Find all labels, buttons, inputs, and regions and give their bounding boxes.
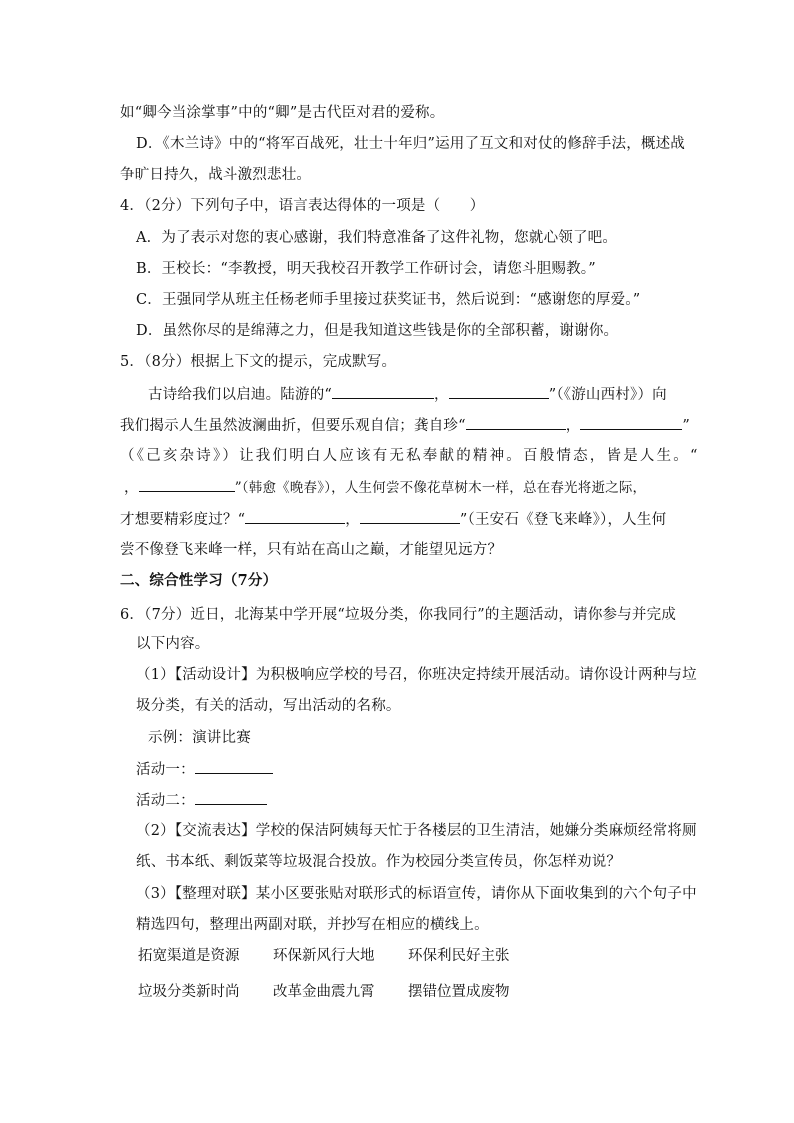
q6-stem-line2	[136, 634, 794, 654]
q5-comma: ，	[434, 387, 449, 403]
q5-text: ”	[682, 418, 691, 434]
q5-text: ”（王安石《登飞来峰》），人生何	[459, 512, 667, 528]
q5-comma: ，	[565, 418, 581, 434]
q3-option-d-line2	[120, 165, 794, 185]
q6-sub3-line2	[136, 915, 794, 935]
q4-option-c	[136, 290, 794, 310]
phrase-item: 环保新风行大地	[273, 948, 375, 964]
q5-para-line1	[148, 384, 794, 405]
q5-text: （《己亥杂诗》）让我们明白人应该有无私奉献的精神。百般情态，皆是人生。“	[120, 448, 700, 464]
phrase-item: 改革金曲震九霄	[273, 984, 375, 1000]
q4-stem-text: 4．（2分）下列句子中，语言表达得体的一项是（ ）	[120, 198, 485, 214]
q5-text: 才想要精彩度过？“	[120, 512, 246, 528]
q5-text: ”（韩愈《晚春》），人生何尝不像花草树木一样，总在春光将逝之际，	[234, 480, 647, 496]
phrase-item: 环保利民好主张	[408, 948, 510, 964]
q5-text: 我们揭示人生虽然波澜曲折，但要乐观自信；龚自珍“	[120, 418, 466, 434]
activity2-blank[interactable]	[195, 790, 267, 805]
q6-sub2-text: （2）【交流表达】学校的保洁阿姨每天忙于各楼层的卫生清洁，她嫌分类麻烦经常将厕	[136, 823, 697, 839]
q6-sub1-text-cont: 圾分类，有关的活动，写出活动的名称。	[136, 698, 401, 714]
q6-sub3-line1	[136, 884, 794, 904]
q4-option-b	[136, 259, 794, 279]
answer-blank[interactable]	[580, 415, 682, 430]
q5-comma: ，	[124, 480, 139, 496]
q6-sub3-text: （3）【整理对联】某小区要张贴对联形式的标语宣传，请你从下面收集到的六个句子中	[136, 886, 697, 902]
q6-example	[148, 728, 794, 748]
answer-blank[interactable]	[332, 384, 434, 399]
q6-stem-line1	[120, 605, 794, 625]
q5-stem-text: 5．（8分）根据上下文的提示，完成默写。	[120, 354, 397, 370]
q3-option-d-text: D．《木兰诗》中的“将军百战死，壮士十年归”运用了互文和对仗的修辞手法，概述战	[136, 136, 685, 152]
activity2-row	[136, 790, 794, 811]
section-title-text: 二、综合性学习（7分）	[120, 572, 278, 589]
activity1-blank[interactable]	[195, 759, 273, 774]
q4-stem	[120, 196, 794, 216]
q5-text: 尝不像登飞来峰一样，只有站在高山之巅，才能望见远方？	[120, 542, 503, 558]
q3-option-d-text-cont: 争旷日持久，战斗激烈悲壮。	[120, 167, 312, 183]
activity2-label: 活动二：	[136, 793, 195, 809]
q6-sub1-line2	[136, 696, 794, 716]
activity1-label: 活动一：	[136, 762, 195, 778]
phrase-item: 摆错位置成废物	[408, 984, 510, 1000]
q6-sub2-line2	[136, 852, 794, 872]
q3-continuation-line	[120, 103, 794, 123]
phrase-item: 拓宽渠道是资源	[138, 948, 240, 964]
q4-option-a-text: A．为了表示对您的衷心感谢，我们特意准备了这件礼物，您就心领了吧。	[136, 230, 618, 246]
q4-option-d-text: D．虽然你尽的是绵薄之力，但是我知道这些钱是你的全部积蓄，谢谢你。	[136, 323, 619, 339]
q5-comma: ，	[345, 512, 360, 528]
q6-sub1-text: （1）【活动设计】为积极响应学校的号召，你班决定持续开展活动。请你设计两种与垃	[136, 667, 697, 683]
activity1-row	[136, 759, 794, 780]
q5-para-line2	[120, 415, 794, 436]
q6-stem-text-cont: 以下内容。	[136, 636, 210, 652]
answer-blank[interactable]	[245, 509, 345, 524]
q4-option-a	[136, 228, 794, 248]
q6-sub2-text-cont: 纸、书本纸、剩饭菜等垃圾混合投放。作为校园分类宣传员，你怎样劝说？	[136, 854, 622, 870]
q3-option-d-line1	[136, 134, 794, 154]
q5-text: ”（《游山西村》）向	[548, 387, 667, 403]
answer-blank[interactable]	[449, 384, 549, 399]
q5-para-line6	[120, 540, 794, 560]
q5-text: 古诗给我们以启迪。陆游的“	[148, 387, 333, 403]
q4-option-b-text: B．王校长：“李教授，明天我校召开教学工作研讨会，请您斗胆赐教。”	[136, 261, 596, 277]
q4-option-d	[136, 321, 794, 341]
q6-sub1-line1	[136, 665, 794, 685]
q5-para-line4	[124, 477, 794, 498]
answer-blank[interactable]	[139, 477, 235, 492]
q6-sub3-text-cont: 精选四句，整理出两副对联，并抄写在相应的横线上。	[136, 917, 489, 933]
example-text: 示例：演讲比赛	[148, 730, 251, 746]
section2-title	[120, 571, 794, 591]
q5-stem	[120, 352, 794, 372]
q6-stem-text: 6．（7分）近日，北海某中学开展“垃圾分类，你我同行”的主题活动，请你参与并完成	[120, 607, 677, 623]
q5-para-line3	[120, 446, 794, 466]
answer-blank[interactable]	[360, 509, 460, 524]
q4-option-c-text: C．王强同学从班主任杨老师手里接过获奖证书，然后说到：“感谢您的厚爱。”	[136, 292, 641, 308]
q3-text: 如“卿今当涂掌事”中的“卿”是古代臣对君的爱称。	[120, 105, 445, 121]
phrase-item: 垃圾分类新时尚	[138, 984, 240, 1000]
q6-sub2-line1	[136, 821, 794, 841]
answer-blank[interactable]	[466, 415, 566, 430]
q5-para-line5	[120, 509, 794, 530]
